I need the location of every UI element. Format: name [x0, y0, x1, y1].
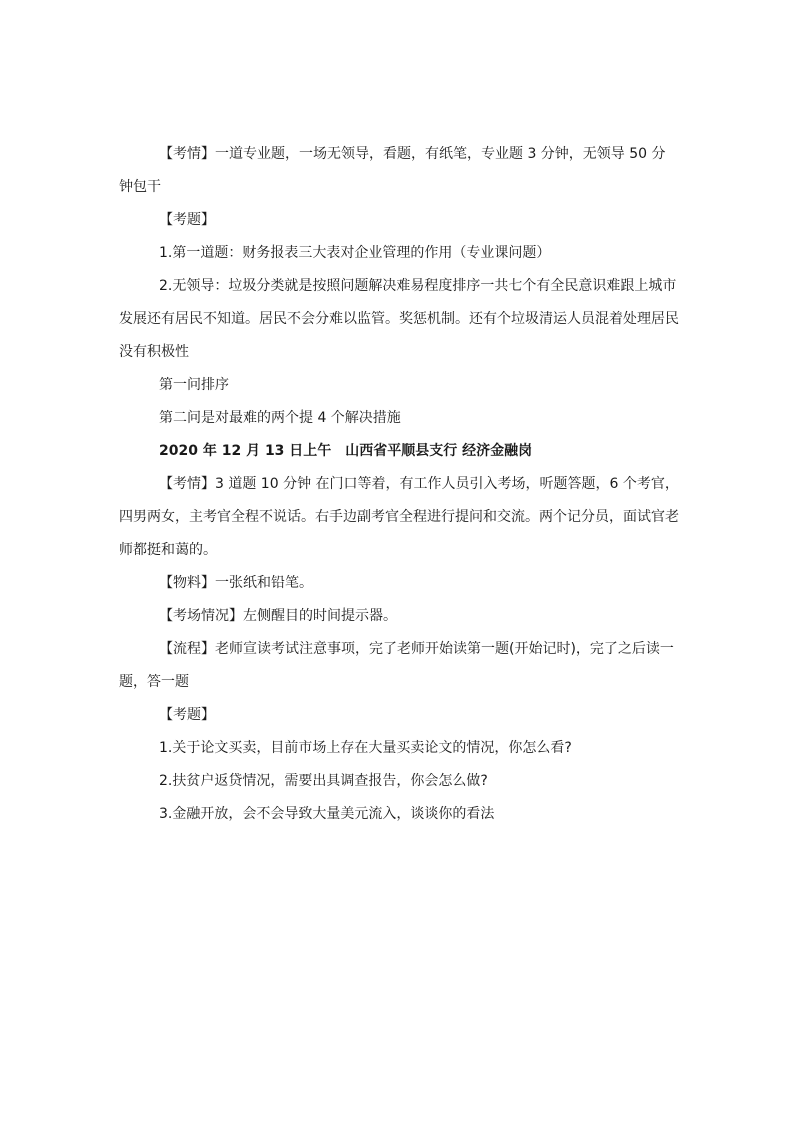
- exam-situation-paragraph-1: 【考情】一道专业题，一场无领导，看题，有纸笔，专业题 3 分钟，无领导 50 分钟包干: [119, 146, 666, 195]
- process-paragraph: 【流程】老师宣读考试注意事项，完了老师开始读第一题(开始记时)，完了之后读一题，答一题: [119, 641, 674, 690]
- exam-situation-paragraph-2: 【考情】3 道题 10 分钟 在门口等着，有工作人员引入考场，听题答题，6 个考官，四男两女，主考官全程不说话。右手边副考官全程进行提问和交流。两个记分员，面试官老师都挺和蔼的。: [119, 476, 679, 558]
- question-list-item-1: 1.关于论文买卖，目前市场上存在大量买卖论文的情况，你怎么看?: [159, 740, 572, 756]
- question-list-item-2: 2.扶贫户返贷情况，需要出具调查报告，你会怎么做?: [159, 773, 488, 789]
- exam-room-paragraph: 【考场情况】左侧醒目的时间提示器。: [159, 608, 397, 624]
- question-1-paragraph: 1.第一道题：财务报表三大表对企业管理的作用（专业课问题）: [159, 245, 551, 261]
- first-question-note: 第一问排序: [159, 377, 229, 393]
- session-heading: 2020 年 12 月 13 日上午 山西省平顺县支行 经济金融岗: [159, 443, 533, 459]
- exam-questions-heading-1: 【考题】: [159, 212, 215, 228]
- exam-questions-heading-2: 【考题】: [159, 707, 215, 723]
- materials-paragraph: 【物料】一张纸和铅笔。: [159, 575, 313, 591]
- question-2-paragraph: 2.无领导：垃圾分类就是按照问题解决难易程度排序一共七个有全民意识难跟上城市发展还有居民不知道。居民不会分难以监管。奖惩机制。还有个垃圾清运人员混着处理居民没有积极性: [119, 278, 679, 360]
- second-question-note: 第二问是对最难的两个提 4 个解决措施: [159, 410, 401, 426]
- document-body: [119, 138, 679, 831]
- question-list-item-3: 3.金融开放，会不会导致大量美元流入，谈谈你的看法: [159, 806, 495, 822]
